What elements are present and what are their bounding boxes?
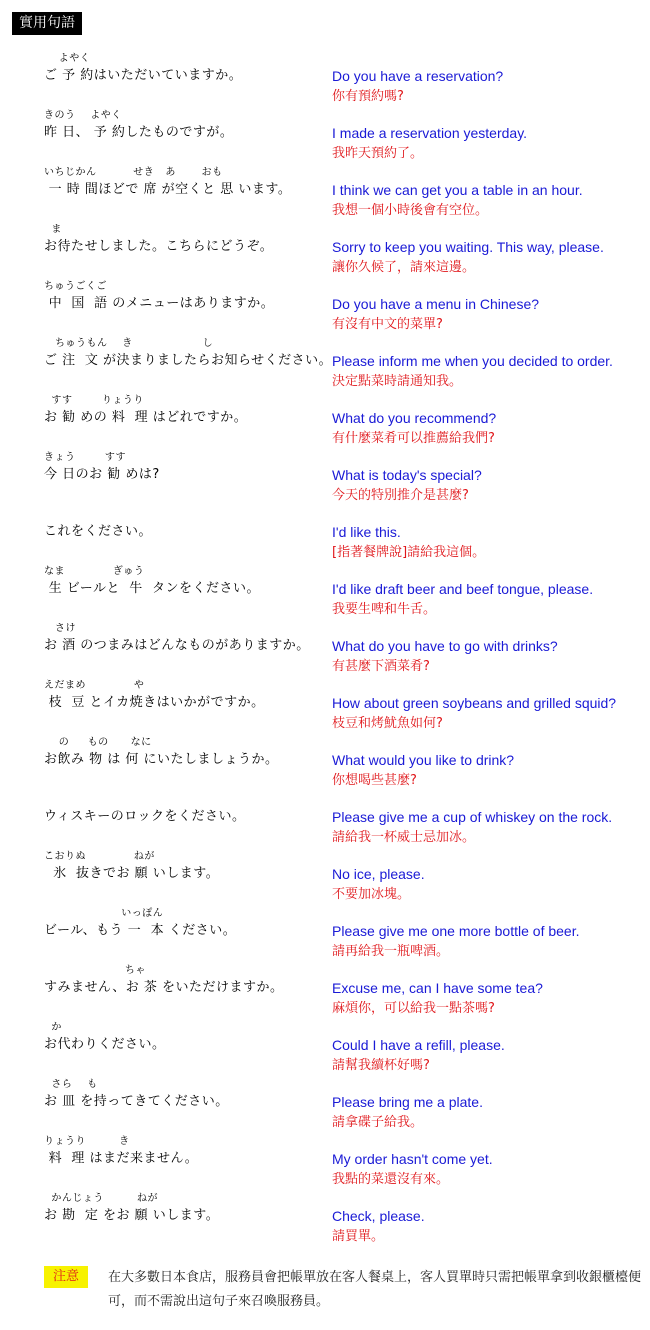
- chinese-translation: 請再給我一瓶啤酒。: [332, 944, 450, 959]
- furigana-reading: りょうり き: [44, 1136, 130, 1147]
- japanese-text: お待たせしました。こちらにどうぞ。: [44, 239, 274, 254]
- japanese-text: お 酒 のつまみはどんなものがありますか。: [44, 638, 310, 653]
- furigana-reading: えだまめ や: [44, 680, 145, 691]
- phrase-row: [0, 564, 650, 621]
- chinese-translation: 麻煩你，可以給我一點茶嗎?: [332, 1001, 495, 1016]
- chinese-translation: 你有預約嗎?: [332, 89, 404, 104]
- furigana-reading: なま ぎゅう: [44, 566, 145, 577]
- phrase-row: [0, 849, 650, 906]
- phrase-row: [0, 1191, 650, 1248]
- phrase-row: [0, 1134, 650, 1191]
- japanese-phrase: [44, 51, 334, 108]
- furigana-reading: よやく: [44, 53, 91, 64]
- japanese-text: ご 注 文 が決まりましたらお知らせください。: [44, 353, 333, 368]
- japanese-phrase: [44, 507, 334, 564]
- japanese-text: お 皿 を持ってきてください。: [44, 1094, 229, 1109]
- japanese-text: 中 国 語 のメニューはありますか。: [44, 296, 275, 311]
- japanese-phrase: [44, 165, 334, 222]
- phrase-row: [0, 108, 650, 165]
- japanese-text: お 勧 めの 料 理 はどれですか。: [44, 410, 248, 425]
- chinese-translation: 今天的特別推介是甚麼?: [332, 488, 469, 503]
- japanese-text: すみません、お 茶 をいただけますか。: [44, 980, 284, 995]
- note-block: [0, 1264, 650, 1324]
- english-translation: What would you like to drink?: [332, 752, 515, 768]
- phrase-row: [0, 336, 650, 393]
- english-translation: Do you have a reservation?: [332, 68, 504, 84]
- english-translation: I'd like this.: [332, 524, 401, 540]
- japanese-phrase: [44, 336, 334, 393]
- furigana-reading: ちゅうごくご: [44, 281, 107, 292]
- phrase-row: [0, 906, 650, 963]
- phrase-row: [0, 678, 650, 735]
- furigana-reading: ま: [44, 224, 62, 235]
- japanese-phrase: [44, 279, 334, 336]
- phrase-row: [0, 450, 650, 507]
- english-translation: What do you have to go with drinks?: [332, 638, 558, 654]
- chinese-translation: 枝豆和烤魷魚如何?: [332, 716, 443, 731]
- english-translation: I'd like draft beer and beef tongue, please.: [332, 581, 594, 597]
- english-translation: Do you have a menu in Chinese?: [332, 296, 540, 312]
- furigana-reading: か: [44, 1022, 62, 1033]
- phrase-row: [0, 621, 650, 678]
- chinese-translation: 我要生啤和牛舌。: [332, 602, 437, 617]
- english-translation: Could I have a refill, please.: [332, 1037, 505, 1053]
- japanese-text: ビール、もう 一 本 ください。: [44, 923, 237, 938]
- english-translation: My order hasn't come yet.: [332, 1151, 493, 1167]
- chinese-translation: 讓你久候了，請來這邊。: [332, 260, 476, 275]
- japanese-phrase: [44, 621, 334, 678]
- phrase-row: [0, 792, 650, 849]
- phrase-row: [0, 963, 650, 1020]
- phrase-row: [0, 165, 650, 222]
- japanese-text: 料 理 はまだ来ません。: [44, 1151, 199, 1166]
- japanese-phrase: [44, 849, 334, 906]
- furigana-reading: いっぽん: [44, 908, 164, 919]
- english-translation: What is today's special?: [332, 467, 482, 483]
- furigana-reading: の もの なに: [44, 737, 152, 748]
- chinese-translation: 有什麼菜肴可以推薦給我們?: [332, 431, 495, 446]
- furigana-reading: かんじょう ねが: [44, 1193, 158, 1204]
- chinese-translation: [指著餐牌說]請給我這個。: [332, 545, 486, 560]
- japanese-phrase: [44, 678, 334, 735]
- phrase-row: [0, 1020, 650, 1077]
- english-translation: Excuse me, can I have some tea?: [332, 980, 543, 996]
- japanese-text: 生 ビールと 牛 タンをください。: [44, 581, 261, 596]
- japanese-phrase: [44, 450, 334, 507]
- japanese-phrase: [44, 564, 334, 621]
- phrase-row: [0, 507, 650, 564]
- japanese-text: 一 時 間ほどで 席 が空くと 思 います。: [44, 182, 292, 197]
- chinese-translation: 請買單。: [332, 1229, 385, 1244]
- furigana-reading: ちゅうもん き し: [44, 338, 214, 349]
- phrase-row: [0, 279, 650, 336]
- chinese-translation: 不要加冰塊。: [332, 887, 411, 902]
- japanese-text: ウィスキーのロックをください。: [44, 809, 246, 824]
- japanese-phrase: [44, 1077, 334, 1134]
- english-translation: Please give me a cup of whiskey on the rock.: [332, 809, 613, 825]
- english-translation: Sorry to keep you waiting. This way, please.: [332, 239, 604, 255]
- english-translation: Please give me one more bottle of beer.: [332, 923, 580, 939]
- chinese-translation: 我點的菜還沒有來。: [332, 1172, 450, 1187]
- english-translation: Check, please.: [332, 1208, 425, 1224]
- japanese-text: 昨 日、 予 約したものですが。: [44, 125, 234, 140]
- english-translation: No ice, please.: [332, 866, 425, 882]
- chinese-translation: 我想一個小時後會有空位。: [332, 203, 489, 218]
- japanese-phrase: [44, 906, 334, 963]
- note-text: 在大多數日本食店，服務員會把帳單放在客人餐桌上，客人買單時只需把帳單拿到收銀櫃檯便可，而不需說出這句子來召喚服務員。: [108, 1270, 642, 1309]
- english-translation: Please bring me a plate.: [332, 1094, 483, 1110]
- furigana-reading: こおりぬ ねが: [44, 851, 155, 862]
- japanese-text: 今 日のお 勧 めは?: [44, 467, 160, 482]
- japanese-text: 氷 抜きでお 願 いします。: [44, 866, 220, 881]
- phrase-row: [0, 51, 650, 108]
- furigana-reading: ちゃ: [44, 965, 146, 976]
- japanese-text: ご 予 約はいただいていますか。: [44, 68, 243, 83]
- japanese-phrase: [44, 393, 334, 450]
- japanese-phrase: [44, 222, 334, 279]
- chinese-translation: 有甚麼下酒菜肴?: [332, 659, 430, 674]
- japanese-phrase: [44, 792, 334, 849]
- furigana-reading: きのう よやく: [44, 110, 122, 121]
- chinese-translation: 請拿碟子給我。: [332, 1115, 424, 1130]
- furigana-reading: いちじかん せき あ おも: [44, 167, 223, 178]
- furigana-reading: すす りょうり: [44, 395, 144, 406]
- furigana-reading: きょう すす: [44, 452, 127, 463]
- chinese-translation: 請給我一杯威士忌加冰。: [332, 830, 476, 845]
- japanese-text: これをください。: [44, 524, 153, 539]
- chinese-translation: 決定點菜時請通知我。: [332, 374, 463, 389]
- japanese-text: お代わりください。: [44, 1037, 166, 1052]
- phrase-row: [0, 735, 650, 792]
- chinese-translation: 有沒有中文的菜單?: [332, 317, 443, 332]
- phrase-row: [0, 222, 650, 279]
- japanese-phrase: [44, 1020, 334, 1077]
- japanese-phrase: [44, 735, 334, 792]
- phrase-row: [0, 393, 650, 450]
- japanese-phrase: [44, 1191, 334, 1248]
- section-title: 實用句語: [12, 12, 82, 35]
- phrase-row: [0, 1077, 650, 1134]
- furigana-reading: さら も: [44, 1079, 98, 1090]
- english-translation: I think we can get you a table in an hour.: [332, 182, 583, 198]
- japanese-text: 枝 豆 とイカ焼きはいかがですか。: [44, 695, 265, 710]
- english-translation: I made a reservation yesterday.: [332, 125, 528, 141]
- english-translation: Please inform me when you decided to order.: [332, 353, 613, 369]
- english-translation: How about green soybeans and grilled squid?: [332, 695, 617, 711]
- japanese-phrase: [44, 963, 334, 1020]
- english-translation: What do you recommend?: [332, 410, 497, 426]
- chinese-translation: 請幫我續杯好嗎?: [332, 1058, 430, 1073]
- japanese-phrase: [44, 108, 334, 165]
- phrase-list: [0, 51, 650, 1248]
- chinese-translation: 你想喝些甚麼?: [332, 773, 417, 788]
- japanese-text: お飲み 物 は 何 にいたしましょうか。: [44, 752, 279, 767]
- furigana-reading: さけ: [44, 623, 77, 634]
- japanese-phrase: [44, 1134, 334, 1191]
- note-label: 注意: [44, 1266, 88, 1288]
- japanese-text: お 勘 定 をお 願 いします。: [44, 1208, 220, 1223]
- chinese-translation: 我昨天預約了。: [332, 146, 424, 161]
